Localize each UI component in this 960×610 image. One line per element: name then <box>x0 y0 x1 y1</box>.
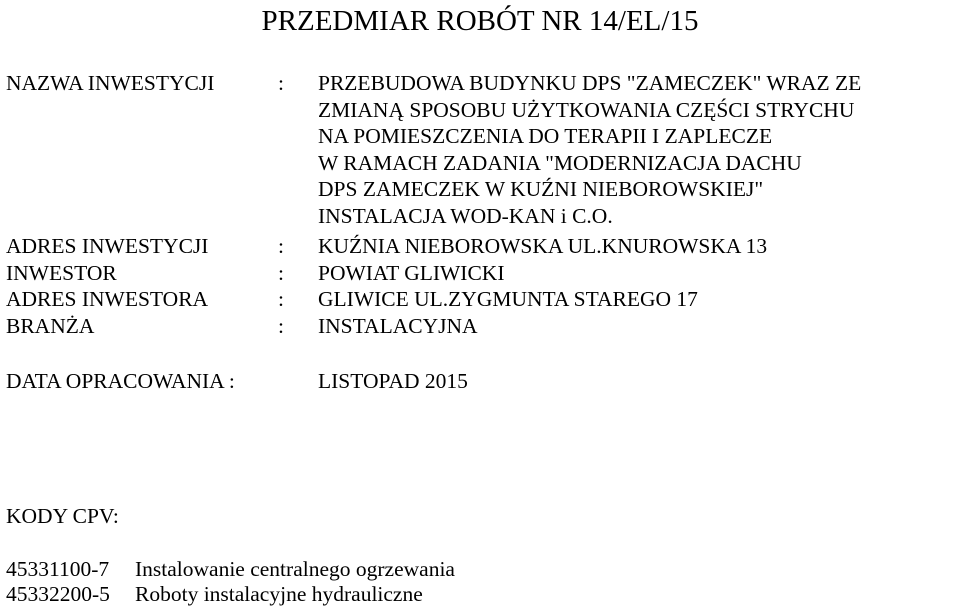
investment-name-separator: : <box>278 71 284 95</box>
investment-name-line: PRZEBUDOWA BUDYNKU DPS "ZAMECZEK" WRAZ ZE <box>318 71 862 95</box>
investment-address-value: KUŹNIA NIEBOROWSKA UL.KNUROWSKA 13 <box>318 234 768 258</box>
investor-separator: : <box>278 261 284 285</box>
cpv-code: 45331100-7 <box>6 557 110 581</box>
branch-value: INSTALACYJNA <box>318 314 478 338</box>
investor-address-separator: : <box>278 287 284 311</box>
branch-separator: : <box>278 314 284 338</box>
investment-name-line: INSTALACJA WOD-KAN i C.O. <box>318 203 613 228</box>
prepared-date-value: LISTOPAD 2015 <box>318 369 468 393</box>
cpv-description: Instalowanie centralnego ogrzewania <box>135 557 455 581</box>
investment-name-value <box>318 70 861 229</box>
investor-value: POWIAT GLIWICKI <box>318 261 505 285</box>
investment-address-label: ADRES INWESTYCJI <box>6 234 209 258</box>
prepared-date-label: DATA OPRACOWANIA : <box>6 369 235 393</box>
cpv-heading: KODY CPV: <box>6 504 119 528</box>
investor-address-value: GLIWICE UL.ZYGMUNTA STAREGO 17 <box>318 287 698 311</box>
cpv-description: Roboty instalacyjne hydrauliczne <box>135 582 423 606</box>
investment-name-line: W RAMACH ZADANIA "MODERNIZACJA DACHU <box>318 150 802 175</box>
investment-name-label: NAZWA INWESTYCJI <box>6 71 215 95</box>
investment-name-line: DPS ZAMECZEK W KUŹNI NIEBOROWSKIEJ" <box>318 177 764 201</box>
investor-label: INWESTOR <box>6 261 117 285</box>
investment-name-line: NA POMIESZCZENIA DO TERAPII I ZAPLECZE <box>318 124 773 148</box>
page-title: PRZEDMIAR ROBÓT NR 14/EL/15 <box>261 5 699 37</box>
investor-address-label: ADRES INWESTORA <box>6 287 209 311</box>
branch-label: BRANŻA <box>6 314 95 338</box>
cpv-code: 45332200-5 <box>6 582 110 606</box>
investment-name-line: ZMIANĄ SPOSOBU UŻYTKOWANIA CZĘŚCI STRYCHU <box>318 97 855 122</box>
investment-address-separator: : <box>278 234 284 258</box>
